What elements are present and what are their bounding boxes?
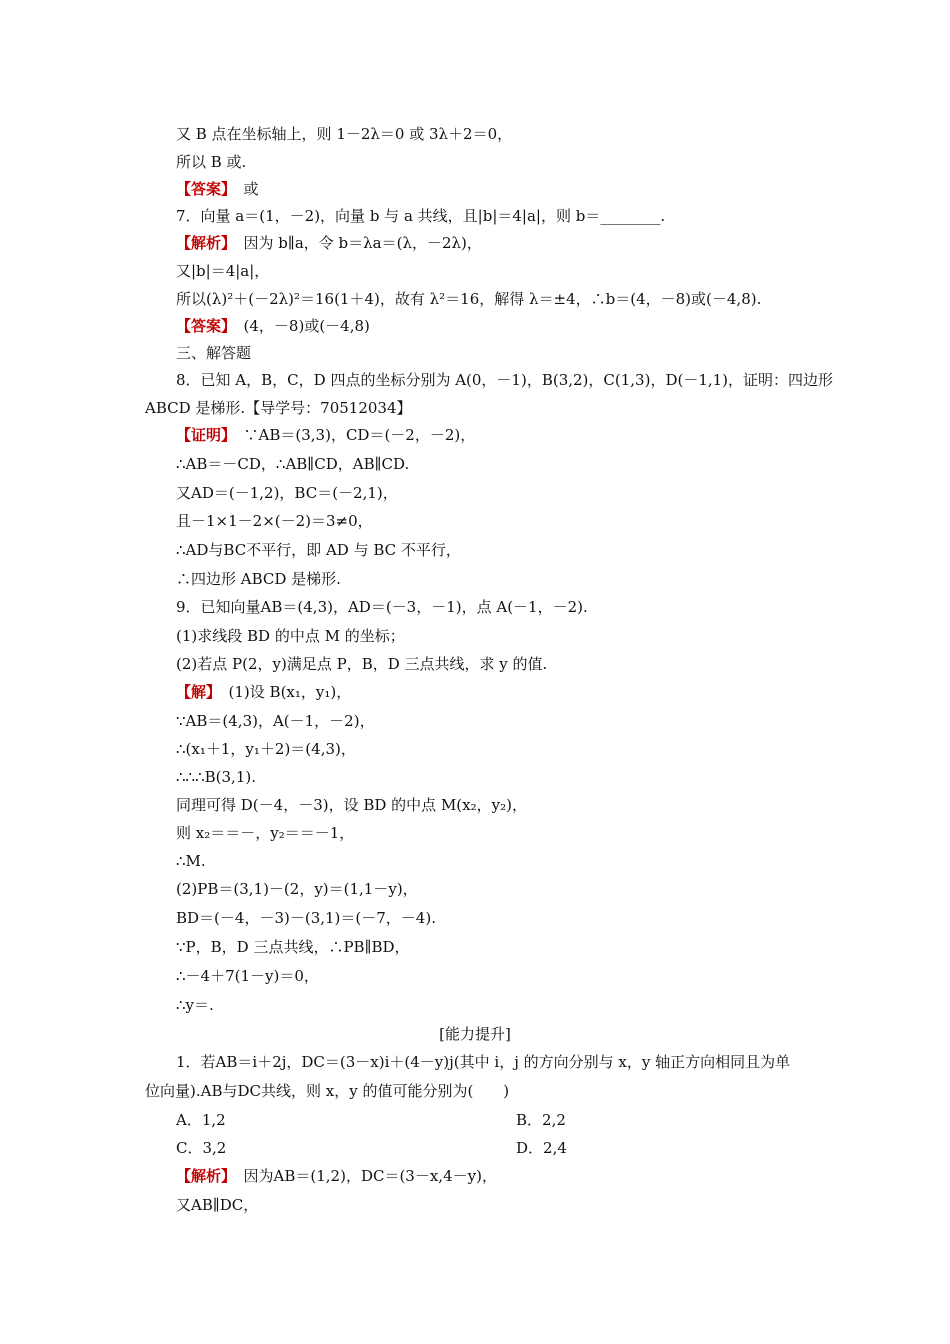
text-line — [176, 454, 409, 474]
text-line — [176, 316, 370, 336]
text-line — [176, 1052, 790, 1072]
line-text: 又 B 点在坐标轴上，则 1－2λ＝0 或 3λ＋2＝0， — [176, 125, 513, 143]
line-text: 又AB∥DC， — [176, 1196, 259, 1214]
line-text: 三、解答题 — [176, 344, 252, 362]
line-text: BD＝(－4，－3)－(3,1)＝(－7，－4). — [176, 909, 436, 927]
text-line — [176, 966, 319, 986]
line-text: (2)PB＝(3,1)－(2，y)＝(1,1－y)， — [176, 880, 418, 898]
line-text: 又AD＝(－1,2)，BC＝(－2,1)， — [176, 484, 398, 502]
text-line — [176, 152, 246, 172]
text-line — [176, 370, 833, 390]
line-text: ∵P，B，D 三点共线，∴PB∥BD， — [176, 938, 410, 956]
text-line — [176, 1166, 497, 1186]
line-text: B．2,2 — [516, 1111, 566, 1129]
line-text: 所以 B 或. — [176, 153, 247, 171]
text-line — [176, 823, 354, 843]
text-line — [176, 261, 269, 281]
text-line — [176, 937, 410, 957]
line-text: 9．已知向量AB＝(4,3)，AD＝(－3，－1)，点 A(－1，－2). — [176, 598, 588, 616]
section-tag: 【答案】 — [176, 317, 229, 335]
text-line — [176, 739, 356, 759]
line-text: 或 — [243, 180, 259, 198]
text-line — [176, 289, 761, 309]
text-line — [176, 206, 665, 226]
text-line — [176, 511, 373, 531]
text-line — [176, 1138, 226, 1158]
line-text: ∴AD与BC不平行，即 AD 与 BC 不平行， — [176, 541, 461, 559]
section-tag: 【答案】 — [176, 180, 229, 198]
text-line — [176, 569, 341, 589]
line-text: 所以(λ)²＋(－2λ)²＝16(1＋4)，故有 λ²＝16，解得 λ＝±4，∴b＝(4，－8)或(－4,8). — [176, 290, 762, 308]
line-text: [能力提升] — [439, 1025, 511, 1043]
line-text: 8．已知 A，B，C，D 四点的坐标分别为 A(0，－1)，B(3,2)，C(1,3)，D(－1,1)，证明：四边形 — [176, 371, 834, 389]
text-line — [176, 1110, 226, 1130]
line-text: (2)若点 P(2，y)满足点 P，B，D 三点共线，求 y 的值. — [176, 655, 548, 673]
line-text: D．2,4 — [516, 1139, 567, 1157]
text-line — [176, 626, 405, 646]
text-line — [176, 851, 206, 871]
text-line — [516, 1110, 566, 1130]
line-text: 因为 b∥a，令 b＝λa＝(λ，－2λ)， — [243, 234, 482, 252]
line-text: ∴－4＋7(1－y)＝0， — [176, 967, 319, 985]
text-line — [176, 908, 436, 928]
section-tag: 【证明】 — [176, 426, 229, 444]
line-text: 因为AB＝(1,2)，DC＝(3－x,4－y)， — [243, 1167, 497, 1185]
section-tag: 【解】 — [176, 683, 214, 701]
text-line — [176, 879, 418, 899]
text-line — [176, 483, 398, 503]
line-text: (1)求线段 BD 的中点 M 的坐标； — [176, 627, 405, 645]
line-text: 且－1×1－2×(－2)＝3≠0， — [176, 512, 373, 530]
line-text: (1)设 B(x₁，y₁)， — [228, 683, 352, 701]
line-text: ∴M. — [176, 852, 206, 870]
text-line — [176, 597, 588, 617]
text-line — [516, 1138, 567, 1158]
text-line — [176, 233, 482, 253]
line-text: ∴(x₁＋1，y₁＋2)＝(4,3)， — [176, 740, 356, 758]
text-line — [0, 1024, 950, 1044]
line-text: 1．若AB＝i＋2j，DC＝(3－x)i＋(4－y)j(其中 i，j 的方向分别与 x，y 轴正方向相同且为单 — [176, 1053, 791, 1071]
text-line — [176, 711, 375, 731]
text-line — [176, 995, 214, 1015]
line-text: 7．向量 a＝(1，－2)，向量 b 与 a 共线，且|b|＝4|a|，则 b＝________. — [176, 207, 666, 225]
text-line — [145, 1081, 509, 1101]
text-line — [145, 398, 412, 418]
line-text: ∴∴∴B(3,1). — [176, 768, 256, 786]
text-line — [176, 540, 461, 560]
line-text: 同理可得 D(－4，－3)，设 BD 的中点 M(x₂，y₂)， — [176, 796, 527, 814]
text-line — [176, 682, 351, 702]
line-text: 则 x₂＝＝－，y₂＝＝－1， — [176, 824, 355, 842]
line-text: ∵AB＝(3,3)，CD＝(－2，－2)， — [243, 426, 476, 444]
text-line — [176, 425, 475, 445]
text-line — [176, 767, 256, 787]
line-text: ∴四边形 ABCD 是梯形. — [176, 570, 341, 588]
text-line — [176, 1195, 258, 1215]
line-text: ∴y＝. — [176, 996, 214, 1014]
line-text: ∴AB＝－CD，∴AB∥CD，AB∥CD. — [176, 455, 410, 473]
section-tag: 【解析】 — [176, 234, 229, 252]
line-text: C．3,2 — [176, 1139, 227, 1157]
line-text: ∵AB＝(4,3)，A(－1，－2)， — [176, 712, 375, 730]
text-line — [176, 654, 547, 674]
text-line — [176, 124, 512, 144]
text-line — [176, 795, 527, 815]
line-text: (4，－8)或(－4,8) — [243, 317, 370, 335]
line-text: A．1,2 — [176, 1111, 226, 1129]
line-text: 位向量).AB与DC共线，则 x，y 的值可能分别为( ) — [145, 1082, 510, 1100]
line-text: ABCD 是梯形.【导学号：70512034】 — [145, 399, 412, 417]
text-line — [176, 343, 251, 363]
line-text: 又|b|＝4|a|， — [176, 262, 270, 280]
text-line — [176, 179, 259, 199]
section-tag: 【解析】 — [176, 1167, 229, 1185]
